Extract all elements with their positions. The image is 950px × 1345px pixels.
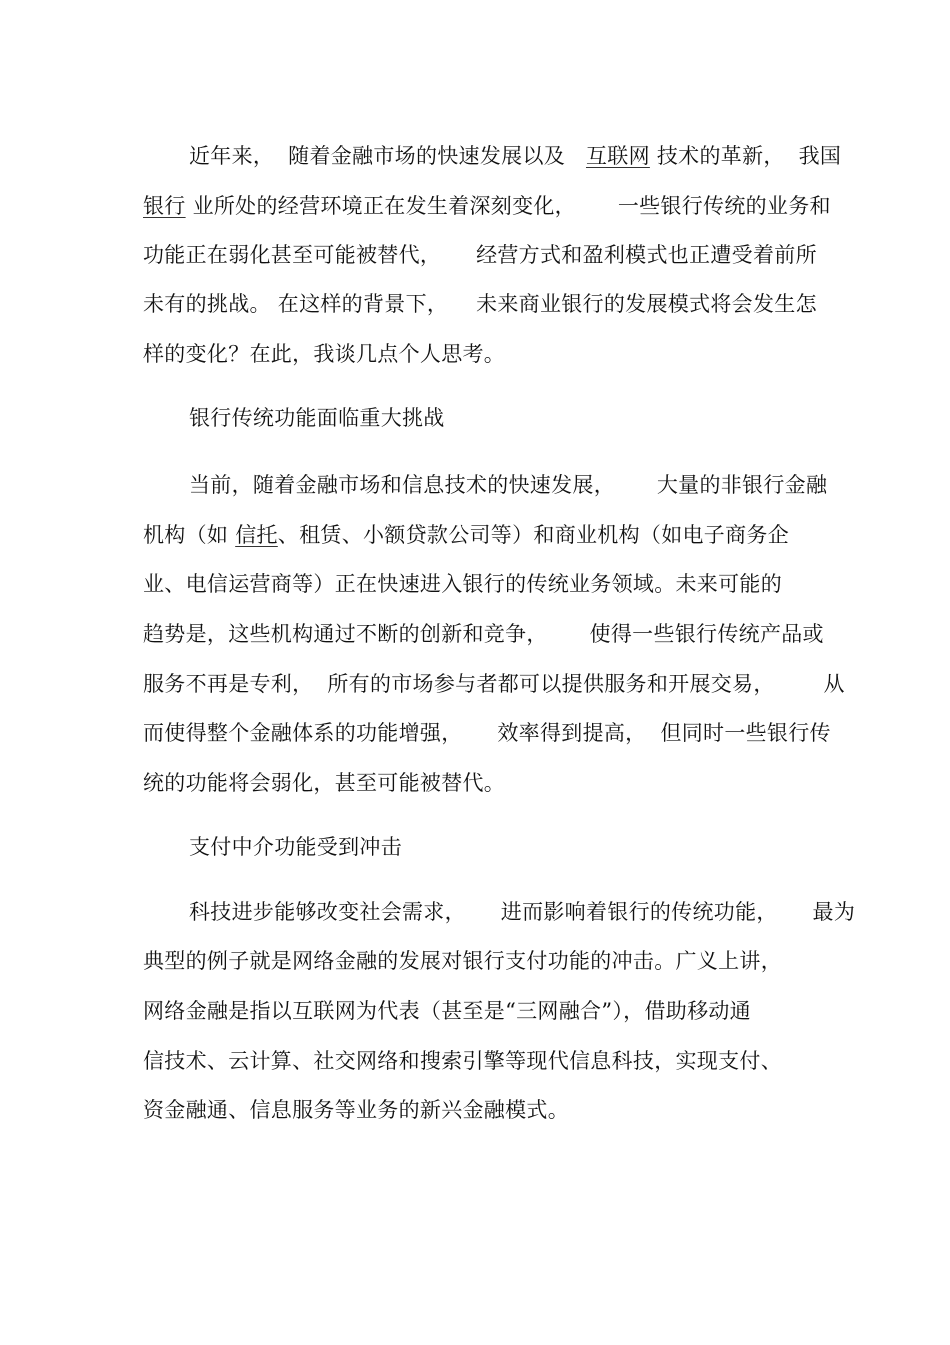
paragraph-2-line-5	[143, 668, 845, 700]
paragraph-3-line-5	[143, 1094, 569, 1126]
text-run: 样的变化？在此，我谈几点个人思考。	[143, 342, 506, 366]
paragraph-2-line-3	[143, 568, 782, 600]
section-heading: 支付中介功能受到冲击	[189, 835, 402, 859]
paragraph-2-line-4	[143, 618, 824, 650]
paragraph-1-line-2	[143, 190, 831, 222]
link-internet[interactable]: 互联网	[585, 144, 650, 168]
text-run: 功能正在弱化甚至可能被替代， 经营方式和盈利模式也正遭受着前所	[143, 243, 817, 267]
text-run: 业所处的经营环境正在发生着深刻变化， 一些银行传统的业务和	[185, 194, 831, 218]
text-run: 网络金融是指以互联网为代表（甚至是“三网融合”），借助移动通	[143, 999, 751, 1023]
text-run: 机构（如	[143, 523, 236, 547]
paragraph-3-line-1	[189, 896, 855, 928]
text-run: 未有的挑战。 在这样的背景下， 未来商业银行的发展模式将会发生怎	[143, 292, 817, 316]
text-run: 当前，随着金融市场和信息技术的快速发展， 大量的非银行金融	[189, 473, 828, 497]
text-run: 科技进步能够改变社会需求， 进而影响着银行的传统功能， 最为	[189, 900, 856, 924]
text-run: 典型的例子就是网络金融的发展对银行支付功能的冲击。广义上讲，	[143, 949, 782, 973]
text-run: 而使得整个金融体系的功能增强， 效率得到提高， 但同时一些银行传	[143, 721, 831, 745]
paragraph-3-line-3	[143, 995, 751, 1027]
paragraph-2-line-6	[143, 717, 831, 749]
paragraph-3-line-2	[143, 945, 782, 977]
text-run: 业、电信运营商等）正在快速进入银行的传统业务领域。未来可能的	[143, 572, 782, 596]
link-bank[interactable]: 银行	[143, 194, 186, 218]
paragraph-2-line-2	[143, 519, 789, 551]
paragraph-2-line-7	[143, 767, 505, 799]
text-run: 资金融通、信息服务等业务的新兴金融模式。	[143, 1098, 569, 1122]
paragraph-1-line-3	[143, 239, 817, 271]
paragraph-1-line-5	[143, 338, 505, 370]
text-run: 信技术、云计算、社交网络和搜索引擎等现代信息科技，实现支付、	[143, 1049, 782, 1073]
paragraph-2-line-1	[189, 469, 827, 501]
paragraph-1-line-4	[143, 288, 817, 320]
text-run: 近年来， 随着金融市场的快速发展以及	[189, 144, 586, 168]
text-run: 服务不再是专利， 所有的市场参与者都可以提供服务和开展交易， 从	[143, 672, 845, 696]
text-run: 、租赁、小额贷款公司等）和商业机构（如电子商务企	[277, 523, 789, 547]
link-trust[interactable]: 信托	[235, 523, 278, 547]
paragraph-1-line-1	[189, 140, 841, 172]
text-run: 技术的革新， 我国	[649, 144, 842, 168]
text-run: 统的功能将会弱化，甚至可能被替代。	[143, 771, 506, 795]
text-run: 趋势是，这些机构通过不断的创新和竞争， 使得一些银行传统产品或	[143, 622, 824, 646]
section-heading: 银行传统功能面临重大挑战	[189, 406, 445, 430]
paragraph-3-line-4	[143, 1045, 782, 1077]
